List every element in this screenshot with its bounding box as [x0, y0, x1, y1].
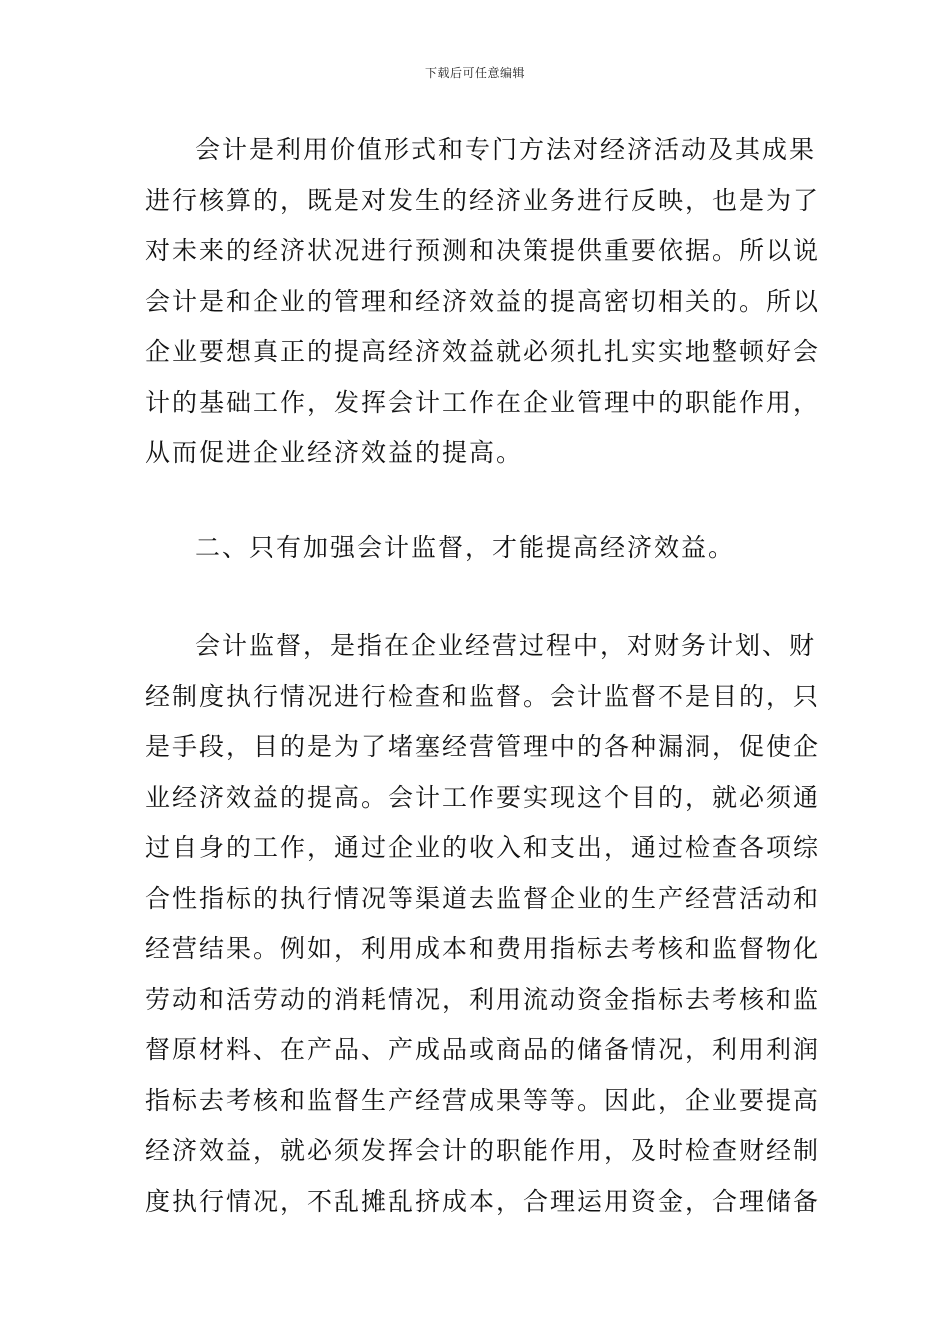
section-heading-text: 二、只有加强会计监督，才能提高经济效益。 — [195, 533, 736, 562]
paragraph-line: 经营结果。例如，利用成本和费用指标去考核和监督物化 — [145, 934, 821, 963]
paragraph-line: 劳动和活劳动的消耗情况，利用流动资金指标去考核和监 — [145, 984, 821, 1014]
paragraph-line: 度执行情况，不乱摊乱挤成本，合理运用资金，合理储备 — [145, 1186, 821, 1216]
paragraph-line: 经制度执行情况进行检查和监督。会计监督不是目的，只 — [145, 681, 821, 711]
paragraph-line: 过自身的工作，通过企业的收入和支出，通过检查各项综 — [145, 833, 821, 862]
section-heading — [145, 523, 810, 574]
paragraph-accounting-role — [145, 125, 821, 479]
paragraph-line: 进行核算的，既是对发生的经济业务进行反映，也是为了 — [145, 185, 821, 215]
paragraph-accounting-supervision — [145, 621, 821, 1227]
paragraph-line: 计的基础工作，发挥会计工作在企业管理中的职能作用， — [145, 387, 821, 417]
paragraph-line: 会计是利用价值形式和专门方法对经济活动及其成果 — [195, 135, 817, 164]
paragraph-line: 是手段，目的是为了堵塞经营管理中的各种漏洞，促使企 — [145, 732, 821, 761]
paragraph-line: 督原材料、在产品、产成品或商品的储备情况，利用利润 — [145, 1035, 821, 1064]
paragraph-line: 对未来的经济状况进行预测和决策提供重要依据。所以说 — [145, 236, 821, 265]
paragraph-line: 会计监督，是指在企业经营过程中，对财务计划、财 — [195, 631, 817, 660]
paragraph-line: 合性指标的执行情况等渠道去监督企业的生产经营活动和 — [145, 883, 821, 913]
paragraph-line: 业经济效益的提高。会计工作要实现这个目的，就必须通 — [145, 782, 821, 812]
paragraph-line: 从而促进企业经济效益的提高。 — [145, 438, 524, 467]
paragraph-line: 经济效益，就必须发挥会计的职能作用，及时检查财经制 — [145, 1136, 821, 1165]
paragraph-line: 会计是和企业的管理和经济效益的提高密切相关的。所以 — [145, 286, 821, 316]
paragraph-line: 企业要想真正的提高经济效益就必须扎扎实实地整顿好会 — [145, 337, 821, 366]
page-header: 下载后可任意编辑 — [424, 66, 525, 80]
paragraph-line: 指标去考核和监督生产经营成果等等。因此，企业要提高 — [145, 1085, 821, 1115]
